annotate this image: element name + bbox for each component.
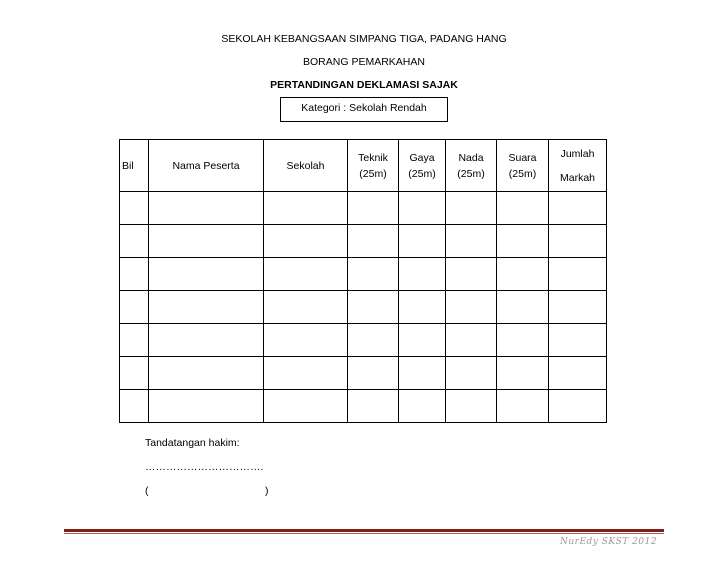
score-table xyxy=(119,139,607,423)
table-cell xyxy=(446,192,497,225)
form-title: BORANG PEMARKAHAN xyxy=(303,56,425,68)
table-cell xyxy=(497,291,549,324)
signature-dotted-line: ……………………………. xyxy=(145,461,264,473)
table-cell xyxy=(264,225,348,258)
table-row xyxy=(120,258,607,291)
table-cell xyxy=(497,390,549,423)
table-cell xyxy=(399,225,446,258)
table-cell xyxy=(120,324,149,357)
col-sekolah: Sekolah xyxy=(264,140,348,192)
table-cell xyxy=(446,258,497,291)
table-cell xyxy=(497,324,549,357)
judge-signature-label: Tandatangan hakim: xyxy=(145,437,240,449)
table-cell xyxy=(348,258,399,291)
table-cell xyxy=(399,291,446,324)
table-cell xyxy=(549,357,607,390)
category-box: Kategori : Sekolah Rendah xyxy=(280,97,448,122)
table-cell xyxy=(120,192,149,225)
table-row xyxy=(120,192,607,225)
table-cell xyxy=(399,258,446,291)
table-cell xyxy=(264,390,348,423)
table-row xyxy=(120,357,607,390)
table-cell xyxy=(120,390,149,423)
table-cell xyxy=(497,258,549,291)
table-cell xyxy=(446,291,497,324)
table-cell xyxy=(149,291,264,324)
table-cell xyxy=(264,357,348,390)
footer-rule xyxy=(64,529,664,532)
table-cell xyxy=(399,192,446,225)
table-cell xyxy=(348,192,399,225)
table-cell xyxy=(348,390,399,423)
table-cell xyxy=(549,390,607,423)
table-row xyxy=(120,225,607,258)
competition-title: PERTANDINGAN DEKLAMASI SAJAK xyxy=(270,79,458,91)
table-cell xyxy=(120,258,149,291)
table-cell xyxy=(149,258,264,291)
table-cell xyxy=(264,192,348,225)
col-suara: Suara (25m) xyxy=(497,140,549,192)
footer-rule-thin xyxy=(64,533,664,534)
col-jumlah-markah: Jumlah Markah xyxy=(549,140,607,192)
table-cell xyxy=(549,258,607,291)
table-cell xyxy=(264,324,348,357)
table-cell xyxy=(348,225,399,258)
table-cell xyxy=(549,192,607,225)
school-name: SEKOLAH KEBANGSAAN SIMPANG TIGA, PADANG HANG xyxy=(221,33,507,45)
table-cell xyxy=(549,225,607,258)
table-cell xyxy=(497,192,549,225)
table-cell xyxy=(446,390,497,423)
table-cell xyxy=(549,291,607,324)
table-cell xyxy=(149,192,264,225)
table-cell xyxy=(120,291,149,324)
table-cell xyxy=(399,324,446,357)
close-bracket: ) xyxy=(265,485,269,497)
col-bil: Bil xyxy=(120,140,149,192)
table-cell xyxy=(348,324,399,357)
table-cell xyxy=(399,357,446,390)
table-cell xyxy=(497,357,549,390)
table-row xyxy=(120,390,607,423)
table-cell xyxy=(446,225,497,258)
col-nada: Nada (25m) xyxy=(446,140,497,192)
col-teknik: Teknik (25m) xyxy=(348,140,399,192)
table-cell xyxy=(149,357,264,390)
table-cell xyxy=(149,390,264,423)
col-nama-peserta: Nama Peserta xyxy=(149,140,264,192)
table-cell xyxy=(446,324,497,357)
table-cell xyxy=(149,324,264,357)
table-cell xyxy=(264,291,348,324)
table-cell xyxy=(348,357,399,390)
table-cell xyxy=(149,225,264,258)
col-gaya: Gaya (25m) xyxy=(399,140,446,192)
table-cell xyxy=(497,225,549,258)
table-header-row xyxy=(120,140,607,192)
open-bracket: ( xyxy=(145,485,149,497)
table-cell xyxy=(549,324,607,357)
table-row xyxy=(120,324,607,357)
table-cell xyxy=(348,291,399,324)
table-cell xyxy=(120,225,149,258)
table-cell xyxy=(446,357,497,390)
table-cell xyxy=(264,258,348,291)
table-cell xyxy=(120,357,149,390)
footer-signature-mark: NurEdy SKST 2012 xyxy=(560,537,658,547)
table-row xyxy=(120,291,607,324)
table-cell xyxy=(399,390,446,423)
judge-name-brackets xyxy=(145,485,269,497)
